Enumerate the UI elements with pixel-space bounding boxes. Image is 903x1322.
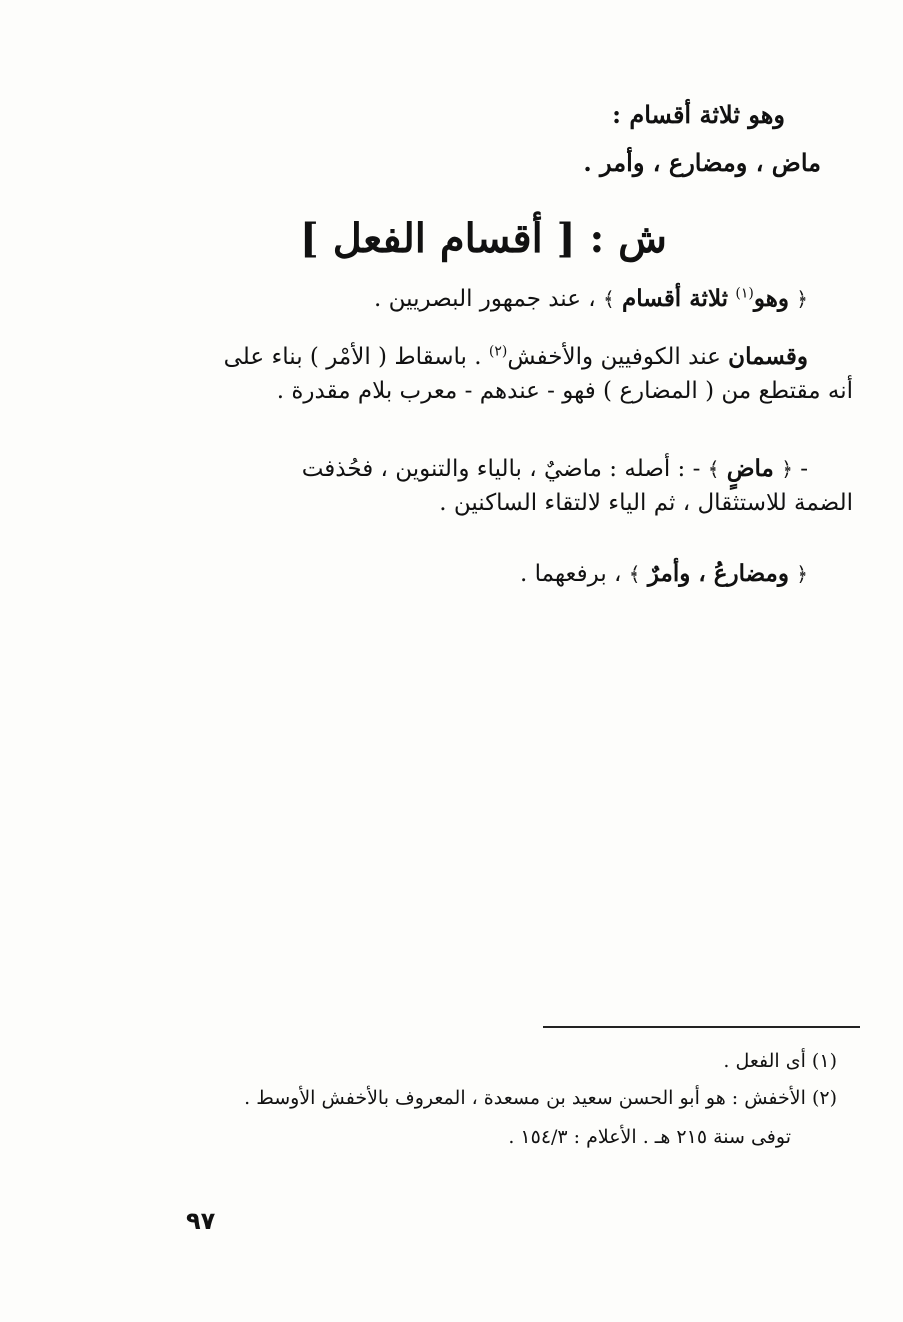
commentary-line-4 <box>302 455 808 482</box>
commentary-line-6 <box>520 560 808 587</box>
commentary-text: ، عند جمهور البصريين . <box>374 286 596 312</box>
commentary-text: . باسقاط ( الأمْر ) بناء على <box>223 344 482 370</box>
dash: - <box>800 456 808 482</box>
quoted-text: ماضٍ <box>726 455 774 482</box>
ornament-close: ﴾ <box>603 287 615 311</box>
commentary-text: عند الكوفيين والأخفش <box>507 344 721 370</box>
ornament-open: ﴿ <box>796 562 808 586</box>
ornament-open: ﴿ <box>796 287 808 311</box>
matn-line-1: وهو ثلاثة أقسام : <box>612 100 785 129</box>
matn-line-2: ماض ، ومضارع ، وأمر . <box>583 148 821 177</box>
quoted-text: وهو <box>753 285 789 312</box>
page-number: ٩٧ <box>186 1207 216 1235</box>
ornament-close: ﴾ <box>628 562 641 586</box>
section-heading: ش : [ أقسام الفعل ] <box>299 215 667 262</box>
commentary-line-2 <box>224 343 808 370</box>
commentary-text: ، برفعهما . <box>520 561 622 587</box>
quoted-text: ثلاثة أقسام <box>622 285 729 312</box>
commentary-line-1 <box>374 285 808 312</box>
commentary-line-5: الضمة للاستثقال ، ثم الياء لالتقاء الساكنين . <box>439 490 853 516</box>
quoted-text: ومضارعُ ، وأمرٌ <box>647 560 789 587</box>
footnote-divider <box>543 1026 860 1028</box>
commentary-line-3: أنه مقتطع من ( المضارع ) فهو - عندهم - معرب بلام مقدرة . <box>276 378 853 404</box>
commentary-text: - : أصله : ماضيٌ ، بالياء والتنوين ، فحُذفت <box>301 456 701 482</box>
footnote-ref-2[interactable]: (٢) <box>488 343 508 360</box>
footnote-ref-1[interactable]: (١) <box>735 285 754 302</box>
footnote-2-continued: توفى سنة ٢١٥ هـ . الأعلام : ١٥٤/٣ . <box>508 1126 791 1148</box>
ornament-open: ﴿ <box>781 457 793 481</box>
footnote-1: (١) أى الفعل . <box>723 1050 837 1072</box>
ornament-close: ﴾ <box>707 457 720 481</box>
footnote-2: (٢) الأخفش : هو أبو الحسن سعيد بن مسعدة ، المعروف بالأخفش الأوسط . <box>244 1087 837 1109</box>
bold-term: وقسمان <box>728 343 808 370</box>
